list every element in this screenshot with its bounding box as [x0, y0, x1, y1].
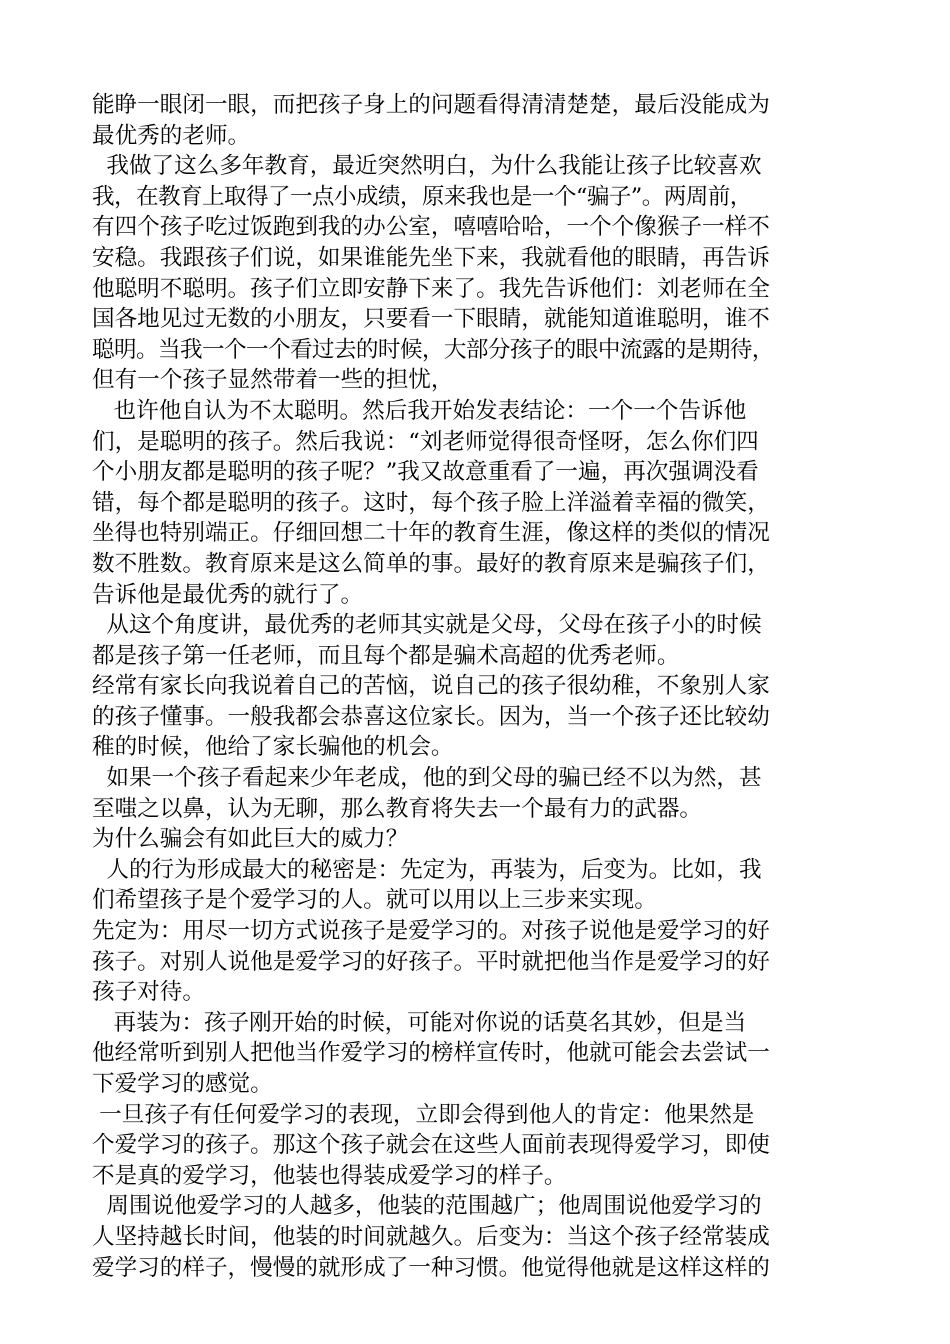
text-line: 的孩子懂事。一般我都会恭喜这位家长。因为，当一个孩子还比较幼 [92, 703, 770, 730]
text-line: 最优秀的老师。 [92, 122, 251, 149]
text-line: 为什么骗会有如此巨大的威力？ [92, 826, 409, 853]
text-line: 经常有家长向我说着自己的苦恼，说自己的孩子很幼稚，不象别人家 [92, 673, 770, 700]
text-line: 我，在教育上取得了一点小成绩，原来我也是一个“骗子”。两周前， [92, 183, 752, 210]
text-line: 安稳。我跟孩子们说，如果谁能先坐下来，我就看他的眼睛，再告诉 [92, 244, 770, 271]
text-line: 如果一个孩子看起来少年老成，他的到父母的骗已经不以为然，甚 [92, 765, 762, 792]
text-line: 下爱学习的感觉。 [92, 1071, 273, 1097]
text-line: 从这个角度讲，最优秀的老师其实就是父母，父母在孩子小的时候 [92, 612, 762, 639]
text-line: 他聪明不聪明。孩子们立即安静下来了。我先告诉他们：刘老师在全 [92, 275, 770, 302]
text-line: 个小朋友都是聪明的孩子呢？”我又故意重看了一遍，再次强调没看 [92, 459, 759, 486]
text-line: 国各地见过无数的小朋友，只要看一下眼睛，就能知道谁聪明，谁不 [92, 306, 770, 333]
text-line: 数不胜数。教育原来是这么简单的事。最好的教育原来是骗孩子们， [92, 550, 770, 577]
text-line: 周围说他爱学习的人越多，他装的范围越广；他周围说他爱学习的 [92, 1193, 762, 1220]
text-line: 告诉他是最优秀的就行了。 [92, 581, 364, 608]
text-line: 人坚持越长时间，他装的时间就越久。后变为：当这个孩子经常装成 [92, 1223, 770, 1250]
text-line: 都是孩子第一任老师，而且每个都是骗术高超的优秀老师。 [92, 642, 680, 669]
text-line: 孩子对待。 [92, 979, 205, 1006]
text-line: 们希望孩子是个爱学习的人。就可以用以上三步来实现。 [92, 887, 657, 914]
text-line: 一旦孩子有任何爱学习的表现，立即会得到他人的肯定：他果然是 [92, 1101, 755, 1128]
text-line: 稚的时候，他给了家长骗他的机会。 [92, 734, 454, 761]
text-line: 我做了这么多年教育，最近突然明白，为什么我能让孩子比较喜欢 [92, 153, 762, 180]
text-line: 先定为：用尽一切方式说孩子是爱学习的。对孩子说他是爱学习的好 [92, 918, 770, 945]
text-line: 个爱学习的孩子。那这个孩子就会在这些人面前表现得爱学习，即使 [92, 1132, 770, 1159]
text-line: 也许他自认为不太聪明。然后我开始发表结论：一个一个告诉他 [92, 397, 747, 424]
text-line: 爱学习的样子，慢慢的就形成了一种习惯。他觉得他就是这样这样的 [92, 1254, 770, 1281]
text-line: 但有一个孩子显然带着一些的担忧， [92, 367, 454, 394]
text-line: 能睁一眼闭一眼，而把孩子身上的问题看得清清楚楚，最后没能成为 [92, 92, 770, 118]
document-body [92, 90, 862, 1283]
text-line: 人的行为形成最大的秘密是：先定为，再装为，后变为。比如，我 [92, 856, 762, 883]
text-line: 有四个孩子吃过饭跑到我的办公室，嘻嘻哈哈，一个个像猴子一样不 [92, 214, 770, 241]
text-line: 们，是聪明的孩子。然后我说：“刘老师觉得很奇怪呀，怎么你们四 [92, 428, 759, 455]
text-line: 至嗤之以鼻，认为无聊，那么教育将失去一个最有力的武器。 [92, 795, 703, 822]
text-line: 错，每个都是聪明的孩子。这时，每个孩子脸上洋溢着幸福的微笑， [92, 489, 770, 516]
text-line: 再装为：孩子刚开始的时候，可能对你说的话莫名其妙，但是当 [92, 1009, 747, 1036]
text-line: 不是真的爱学习，他装也得装成爱学习的样子。 [92, 1162, 567, 1189]
text-line: 他经常听到别人把他当作爱学习的榜样宣传时，他就可能会去尝试一 [92, 1040, 770, 1067]
text-line: 坐得也特别端正。仔细回想二十年的教育生涯，像这样的类似的情况 [92, 520, 770, 547]
text-line: 孩子。对别人说他是爱学习的好孩子。平时就把他当作是爱学习的好 [92, 948, 770, 975]
text-line: 聪明。当我一个一个看过去的时候，大部分孩子的眼中流露的是期待， [92, 336, 774, 363]
